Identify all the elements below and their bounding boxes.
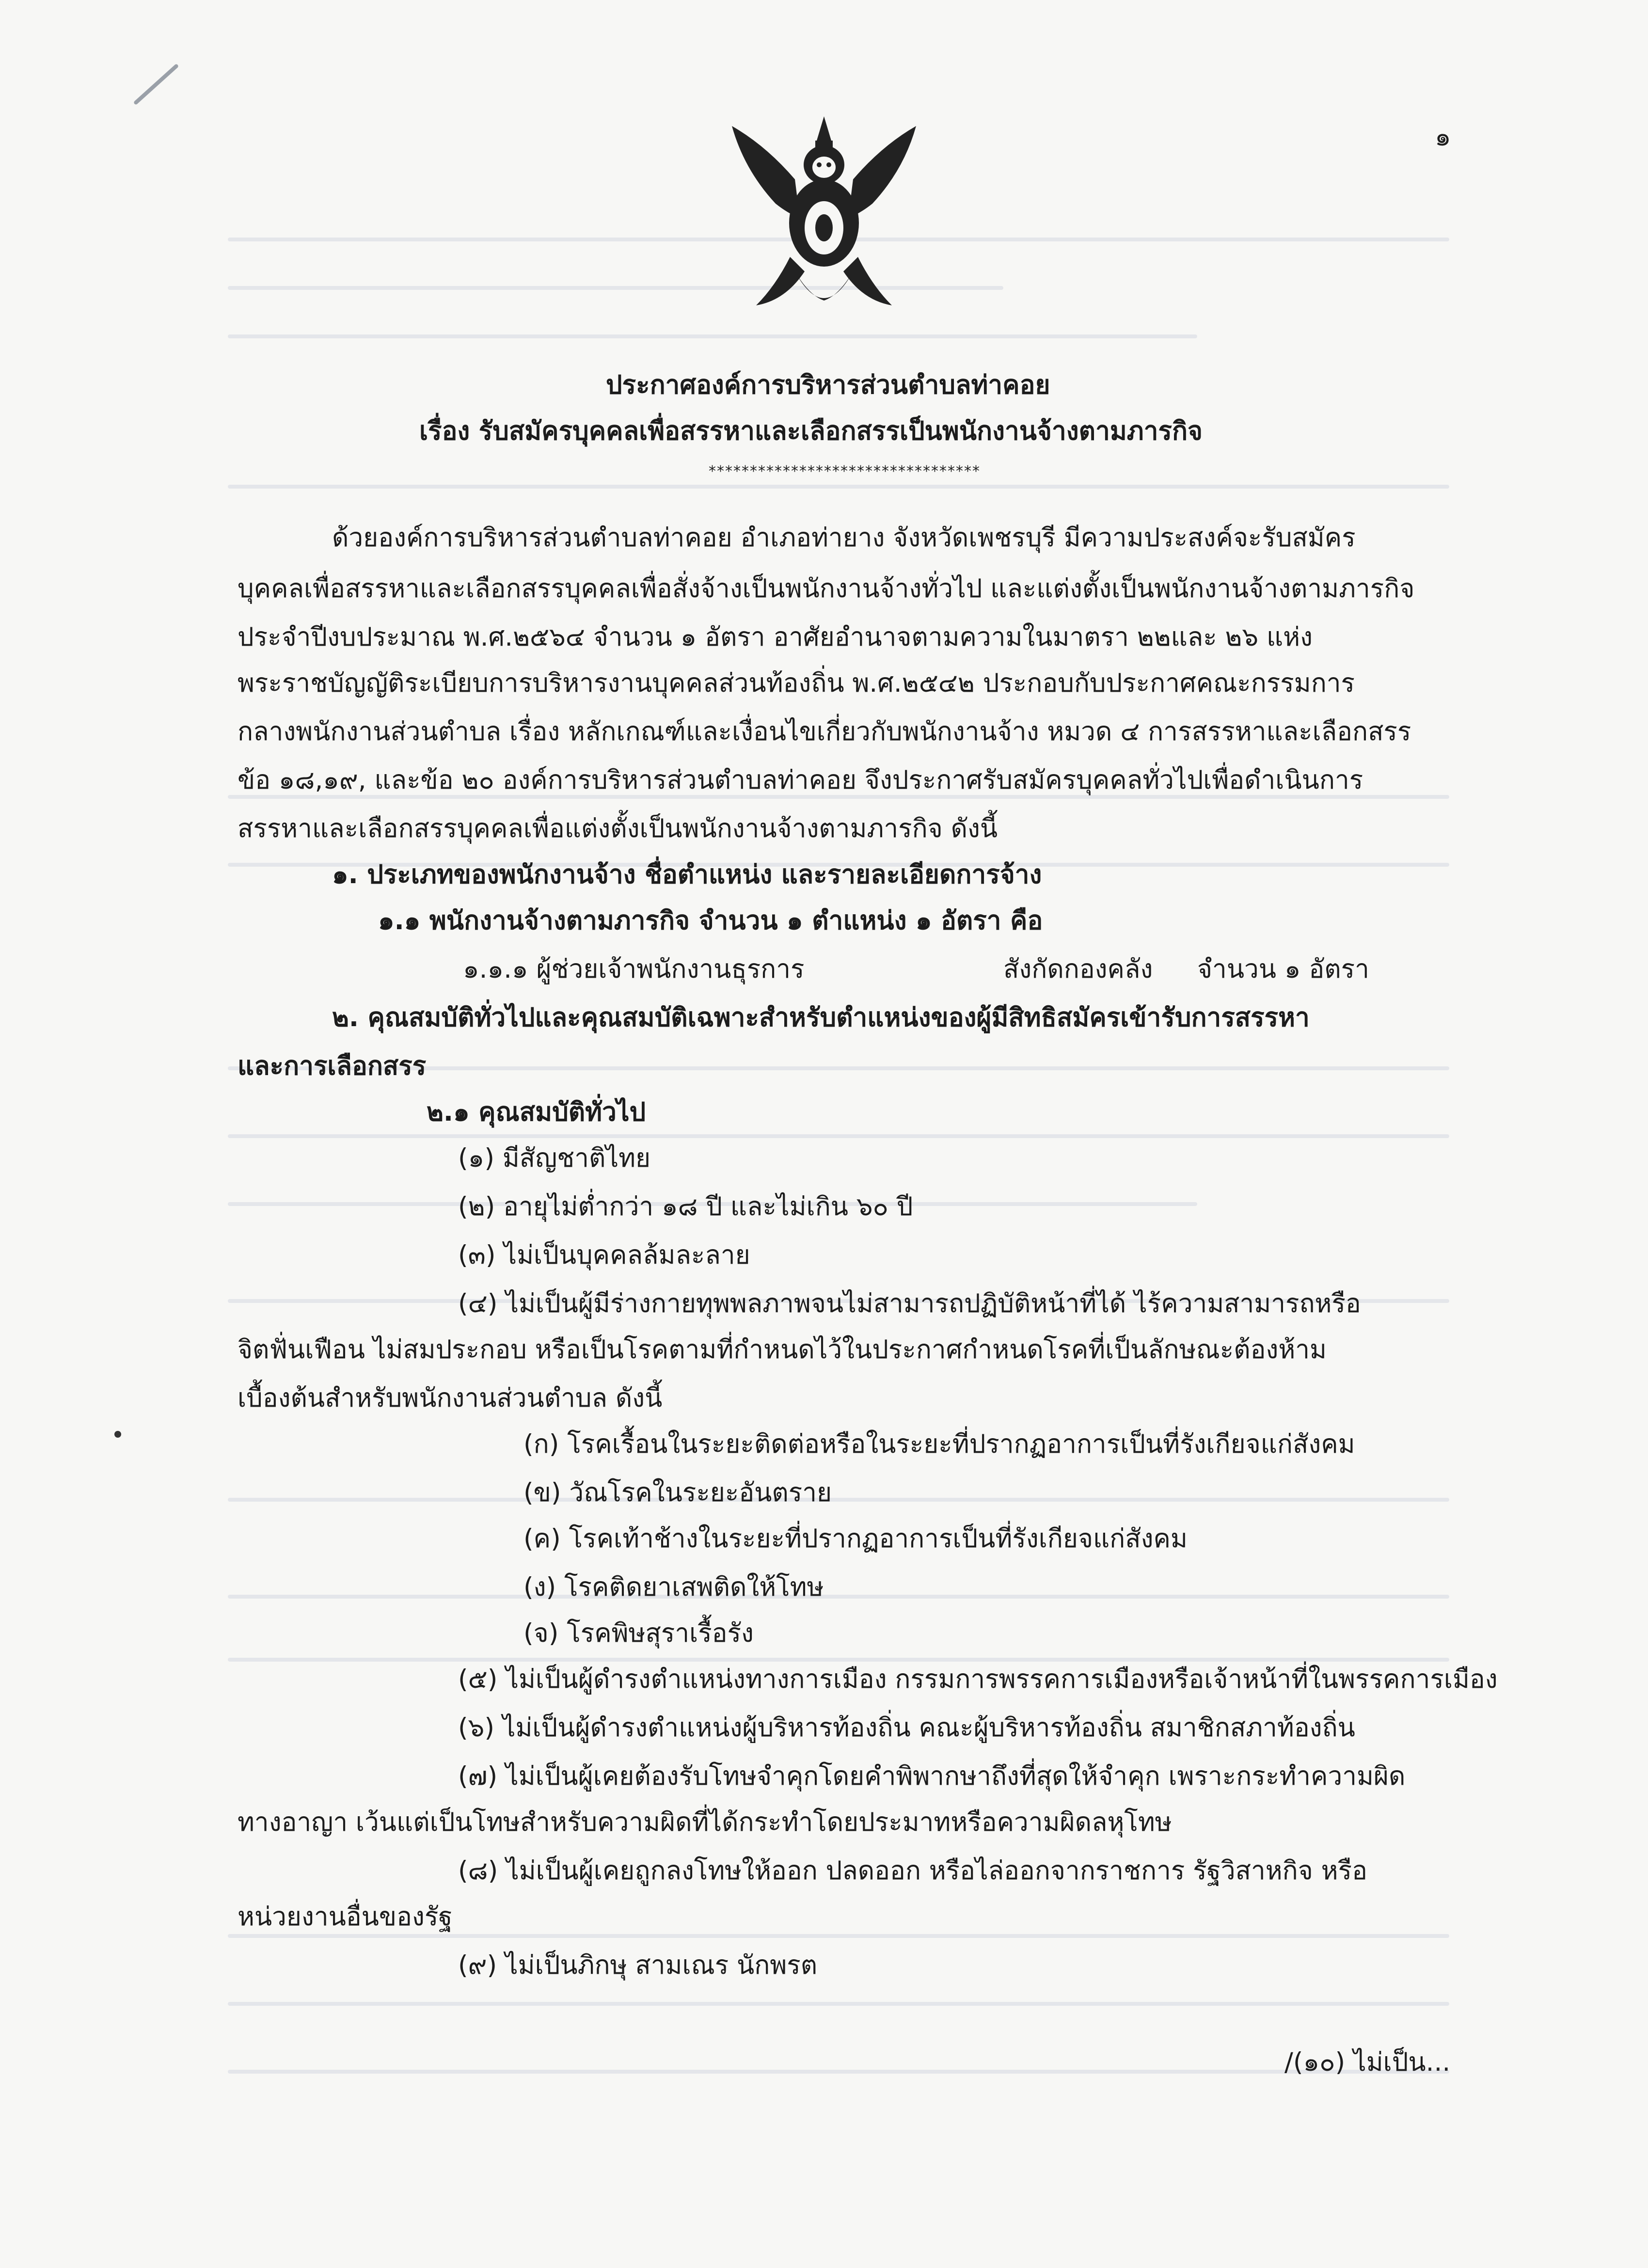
disease-item: (ก) โรคเรื้อนในระยะติดต่อหรือในระยะที่ปรากฏอาการเป็นที่รังเกียจแก่สังคม [523,1429,1355,1459]
disease-item: (จ) โรคพิษสุราเรื้อรัง [523,1618,754,1648]
title-separator: ********************************* [709,463,981,480]
bleed-through-line [228,1498,1449,1502]
continuation-marker: /(๑๐) ไม่เป็น... [1284,2047,1451,2077]
qualification-item: (๗) ไม่เป็นผู้เคยต้องรับโทษจำคุกโดยคำพิพากษาถึงที่สุดให้จำคุก เพราะกระทำความผิด [458,1761,1406,1791]
bleed-through-line [228,2070,1449,2074]
intro-line: สรรหาและเลือกสรรบุคคลเพื่อแต่งตั้งเป็นพนักงานจ้างตามภารกิจ ดังนี้ [238,814,998,843]
intro-line: ประจำปีงบประมาณ พ.ศ.๒๕๖๔ จำนวน ๑ อัตรา อาศัยอำนาจตามความในมาตรา ๒๒และ ๒๖ แห่ง [238,622,1313,652]
qualification-item: (๔) ไม่เป็นผู้มีร่างกายทุพพลภาพจนไม่สามารถปฏิบัติหน้าที่ได้ ไร้ความสามารถหรือ [458,1289,1361,1318]
bleed-through-line [228,334,1197,338]
intro-line: ด้วยองค์การบริหารส่วนตำบลท่าคอย อำเภอท่ายาง จังหวัดเพชรบุรี มีความประสงค์จะรับสมัคร [332,523,1356,553]
qualification-item-cont: หน่วยงานอื่นของรัฐ [238,1902,453,1932]
qualification-item-cont: ทางอาญา เว้นแต่เป็นโทษสำหรับความผิดที่ได้กระทำโดยประมาทหรือความผิดลหุโทษ [238,1808,1172,1837]
disease-item: (ค) โรคเท้าช้างในระยะที่ปรากฏอาการเป็นที่รังเกียจแก่สังคม [523,1524,1188,1554]
position-name: ๑.๑.๑ ผู้ช่วยเจ้าพนักงานธุรการ [463,954,805,984]
position-department: สังกัดกองคลัง [1003,954,1153,984]
intro-line: กลางพนักงานส่วนตำบล เรื่อง หลักเกณฑ์และเงื่อนไขเกี่ยวกับพนักงานจ้าง หมวด ๔ การสรรหาและเลือกสรร [238,717,1411,746]
garuda-emblem [722,111,926,325]
qualification-item: (๖) ไม่เป็นผู้ดำรงตำแหน่งผู้บริหารท้องถิ่น คณะผู้บริหารท้องถิ่น สมาชิกสภาท้องถิ่น [458,1713,1355,1743]
document-subject: เรื่อง รับสมัครบุคคลเพื่อสรรหาและเลือกสรรเป็นพนักงานจ้างตามภารกิจ [419,416,1203,446]
qualification-item: (๙) ไม่เป็นภิกษุ สามเณร นักพรต [458,1951,818,1980]
intro-line: ข้อ ๑๘,๑๙, และข้อ ๒๐ องค์การบริหารส่วนตำบลท่าคอย จึงประกาศรับสมัครบุคคลทั่วไปเพื่อดำเนินการ [238,765,1363,795]
section-2-1-heading: ๒.๑ คุณสมบัติทั่วไป [427,1097,646,1127]
qualification-item-cont: จิตฟั่นเฟือน ไม่สมประกอบ หรือเป็นโรคตามที่กำหนดไว้ในประกาศกำหนดโรคที่เป็นลักษณะต้องห้าม [238,1335,1327,1364]
intro-line: พระราชบัญญัติระเบียบการบริหารงานบุคคลส่วนท้องถิ่น พ.ศ.๒๕๔๒ ประกอบกับประกาศคณะกรรมการ [238,668,1355,698]
section-1-heading: ๑. ประเภทของพนักงานจ้าง ชื่อตำแหน่ง และรายละเอียดการจ้าง [332,860,1042,889]
qualification-item: (๑) มีสัญชาติไทย [458,1143,651,1173]
document-title: ประกาศองค์การบริหารส่วนตำบลท่าคอย [606,370,1050,400]
section-1-1-heading: ๑.๑ พนักงานจ้างตามภารกิจ จำนวน ๑ ตำแหน่ง ๑ อัตรา คือ [378,906,1043,936]
qualification-item: (๘) ไม่เป็นผู้เคยถูกลงโทษให้ออก ปลดออก หรือไล่ออกจากราชการ รัฐวิสาหกิจ หรือ [458,1856,1367,1886]
section-2-heading-cont: และการเลือกสรร [238,1051,427,1081]
qualification-item: (๒) อายุไม่ต่ำกว่า ๑๘ ปี และไม่เกิน ๖๐ ปี [458,1192,913,1221]
staple-mark [133,63,179,105]
bleed-through-line [228,2002,1449,2006]
bleed-through-line [228,485,1449,489]
disease-item: (ข) วัณโรคในระยะอันตราย [523,1478,832,1507]
bleed-through-line [228,1595,1449,1599]
qualification-item: (๓) ไม่เป็นบุคคลล้มละลาย [458,1240,750,1270]
section-2-heading: ๒. คุณสมบัติทั่วไปและคุณสมบัติเฉพาะสำหรับตำแหน่งของผู้มีสิทธิสมัครเข้ารับการสรรหา [332,1003,1310,1032]
qualification-item-cont: เบื้องต้นสำหรับพนักงานส่วนตำบล ดังนี้ [238,1383,663,1413]
position-count: จำนวน ๑ อัตรา [1197,954,1369,984]
bleed-through-line [228,1658,1449,1662]
disease-item: (ง) โรคติดยาเสพติดให้โทษ [523,1572,824,1602]
ink-dot [114,1431,121,1438]
page-number: ๑ [1435,122,1451,152]
intro-line: บุคคลเพื่อสรรหาและเลือกสรรบุคคลเพื่อสั่งจ้างเป็นพนักงานจ้างทั่วไป และแต่งตั้งเป็นพนักงานจ้างตามภารกิจ [238,574,1415,603]
bleed-through-line [228,1134,1449,1138]
qualification-item: (๕) ไม่เป็นผู้ดำรงตำแหน่งทางการเมือง กรรมการพรรคการเมืองหรือเจ้าหน้าที่ในพรรคการเมือง [458,1665,1498,1694]
bleed-through-line [228,1934,1449,1938]
